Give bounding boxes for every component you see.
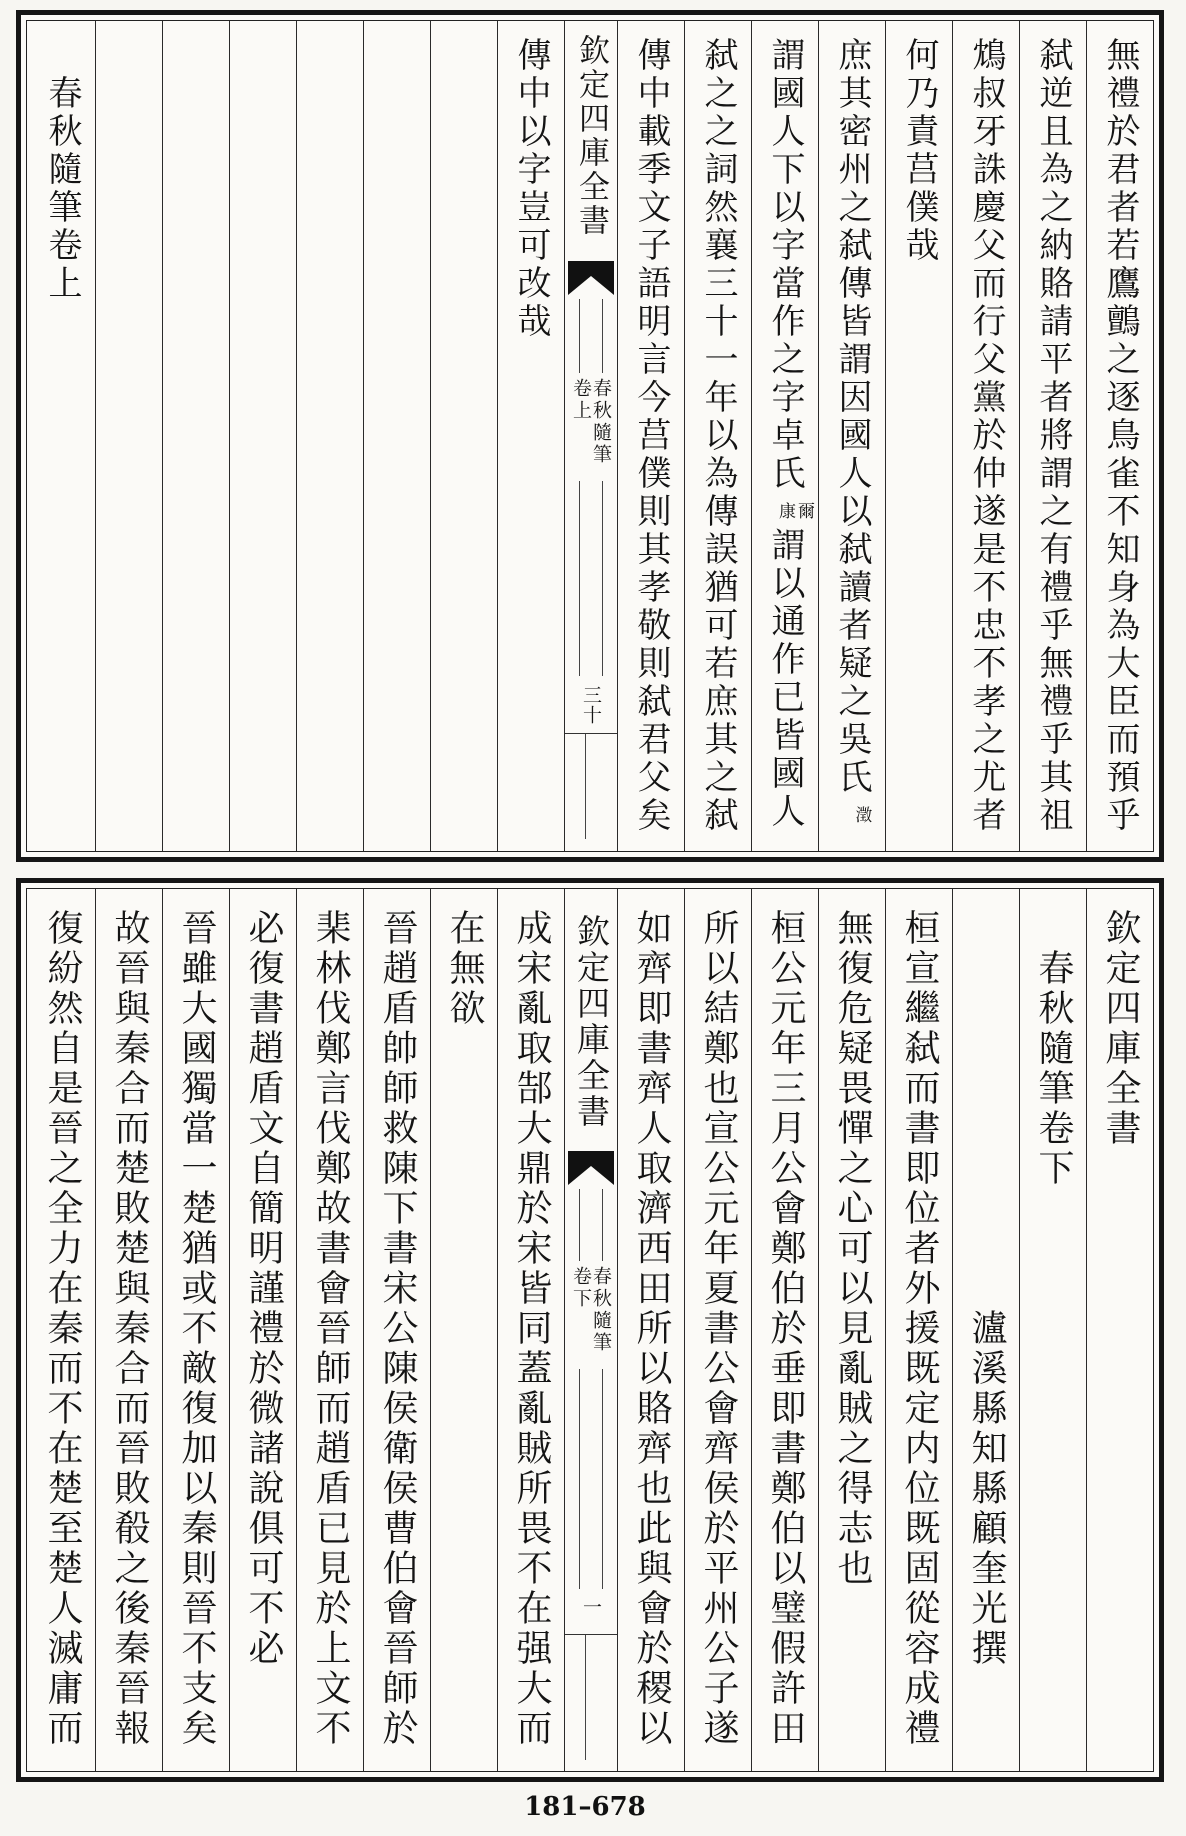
lower-right-series-title: 欽定四庫全書 <box>1086 889 1153 1771</box>
upper-center-fold <box>564 21 617 851</box>
fishtail-mark-icon <box>565 261 617 299</box>
interlinear-note <box>852 797 871 831</box>
lower-right-column-8: 如齊即書齊人取濟西田所以賂齊也此與會於稷以 <box>617 889 684 1771</box>
upper-left-blank-column <box>95 21 162 851</box>
lower-right-volume-title: 春秋隨筆卷下 <box>1019 889 1086 1771</box>
fold-rule-line <box>565 1634 617 1635</box>
fold-book-label <box>571 378 611 466</box>
note-line: 康 <box>775 501 795 519</box>
upper-left-blank-column <box>430 21 497 851</box>
lower-right-column-7: 所以結鄭也宣公元年夏書公會齊侯於平州公子遂 <box>684 889 751 1771</box>
upper-left-end-title: 春秋隨筆卷上 <box>42 75 82 303</box>
upper-left-blank-column <box>162 21 229 851</box>
lower-left-column-5: 必復書趙盾文自簡明謹禮於微諸說俱可不必 <box>229 889 296 1771</box>
fold-rule-line <box>565 733 617 734</box>
lower-right-author-line: 瀘溪縣知縣顧奎光撰 <box>952 889 1019 1771</box>
lower-right-column-4: 桓宣繼弑而書即位者外援既定内位既固從容成禮 <box>885 889 952 1771</box>
note-line: 澂 <box>851 805 872 823</box>
lower-left-column-1: 成宋亂取郜大鼎於宋皆同蓋亂賊所畏不在强大而 <box>497 889 564 1771</box>
lower-left-column-3: 晉趙盾帥師救陳下書宋公陳侯衛侯曹伯會晉師於 <box>363 889 430 1771</box>
fold-page-number: 三十 <box>580 685 602 725</box>
upper-left-blank-column <box>229 21 296 851</box>
lower-left-column-6: 晉雖大國獨當一楚猶或不敵復加以秦則晉不支矣 <box>162 889 229 1771</box>
lower-right-column-6: 桓公元年三月公會鄭伯於垂即書鄭伯以璧假許田 <box>751 889 818 1771</box>
fold-rule-line <box>579 1369 580 1589</box>
upper-right-column-1: 無禮於君者若鷹鸇之逐鳥雀不知身為大臣而預乎 <box>1086 21 1153 851</box>
column-main-text: 謂國人下以字當作之字卓氏 <box>765 37 805 493</box>
upper-right-column-6 <box>751 21 818 851</box>
fold-rule-line <box>579 1189 580 1261</box>
fold-volume: 卷下 <box>570 1266 592 1310</box>
note-line: 爾 <box>794 501 814 519</box>
lower-left-column-7: 故晉與秦合而楚敗楚與秦合而晉敗殽之後秦晉報 <box>95 889 162 1771</box>
lower-right-column-5: 無復危疑畏憚之心可以見亂賊之得志也 <box>818 889 885 1771</box>
fold-rule-line <box>602 481 603 676</box>
upper-right-column-4: 何乃責莒僕哉 <box>885 21 952 851</box>
lower-page-spread <box>16 878 1164 1782</box>
fold-book-title: 春秋隨筆 <box>590 378 612 466</box>
fold-series-title: 欽定四庫全書 <box>572 914 611 1130</box>
fold-book-label <box>571 1266 611 1354</box>
upper-left-blank-column <box>363 21 430 851</box>
upper-right-column-2: 弑逆且為之納賂請平者將謂之有禮乎無禮乎其祖 <box>1019 21 1086 851</box>
fold-rule-line <box>579 481 580 676</box>
fold-rule-line <box>602 1369 603 1589</box>
column-main-text: 謂以通作已皆國人 <box>765 527 805 831</box>
fold-book-title: 春秋隨筆 <box>590 1266 612 1354</box>
interlinear-note <box>775 493 813 527</box>
fold-rule-line <box>585 734 586 839</box>
lower-left-column-4: 棐林伐鄭言伐鄭故書會晉師而趙盾已見於上文不 <box>296 889 363 1771</box>
fold-page-number: 一 <box>580 1597 602 1617</box>
upper-right-column-7: 弑之之詞然襄三十一年以為傳誤猶可若庶其之弑 <box>684 21 751 851</box>
fishtail-mark-icon <box>565 1151 617 1189</box>
upper-left-blank-column <box>296 21 363 851</box>
upper-page-frame <box>26 20 1154 852</box>
fold-rule-line <box>602 1189 603 1261</box>
lower-left-column-2: 在無欲 <box>430 889 497 1771</box>
lower-center-fold <box>564 889 617 1771</box>
upper-right-column-3: 鴆叔牙誅慶父而行父黨於仲遂是不忠不孝之尤者 <box>952 21 1019 851</box>
page-footer-code: 181–678 <box>524 1792 646 1822</box>
fold-rule-line <box>602 299 603 373</box>
fold-series-title: 欽定四庫全書 <box>573 34 609 238</box>
upper-right-column-8: 傳中載季文子語明言今莒僕則其孝敬則弑君父矣 <box>617 21 684 851</box>
upper-page-spread <box>16 10 1164 862</box>
fold-volume: 卷上 <box>570 378 592 422</box>
lower-left-column-8: 復紛然自是晉之全力在秦而不在楚至楚人滅庸而 <box>42 909 83 1749</box>
upper-left-column-1: 傳中以字豈可改哉 <box>497 21 564 851</box>
column-main-text: 庶其密州之弑傳皆謂因國人以弑讀者疑之吳氏 <box>832 37 872 797</box>
fold-rule-line <box>585 1635 586 1760</box>
fold-rule-line <box>579 299 580 373</box>
lower-page-frame <box>26 888 1154 1772</box>
upper-right-column-5 <box>818 21 885 851</box>
